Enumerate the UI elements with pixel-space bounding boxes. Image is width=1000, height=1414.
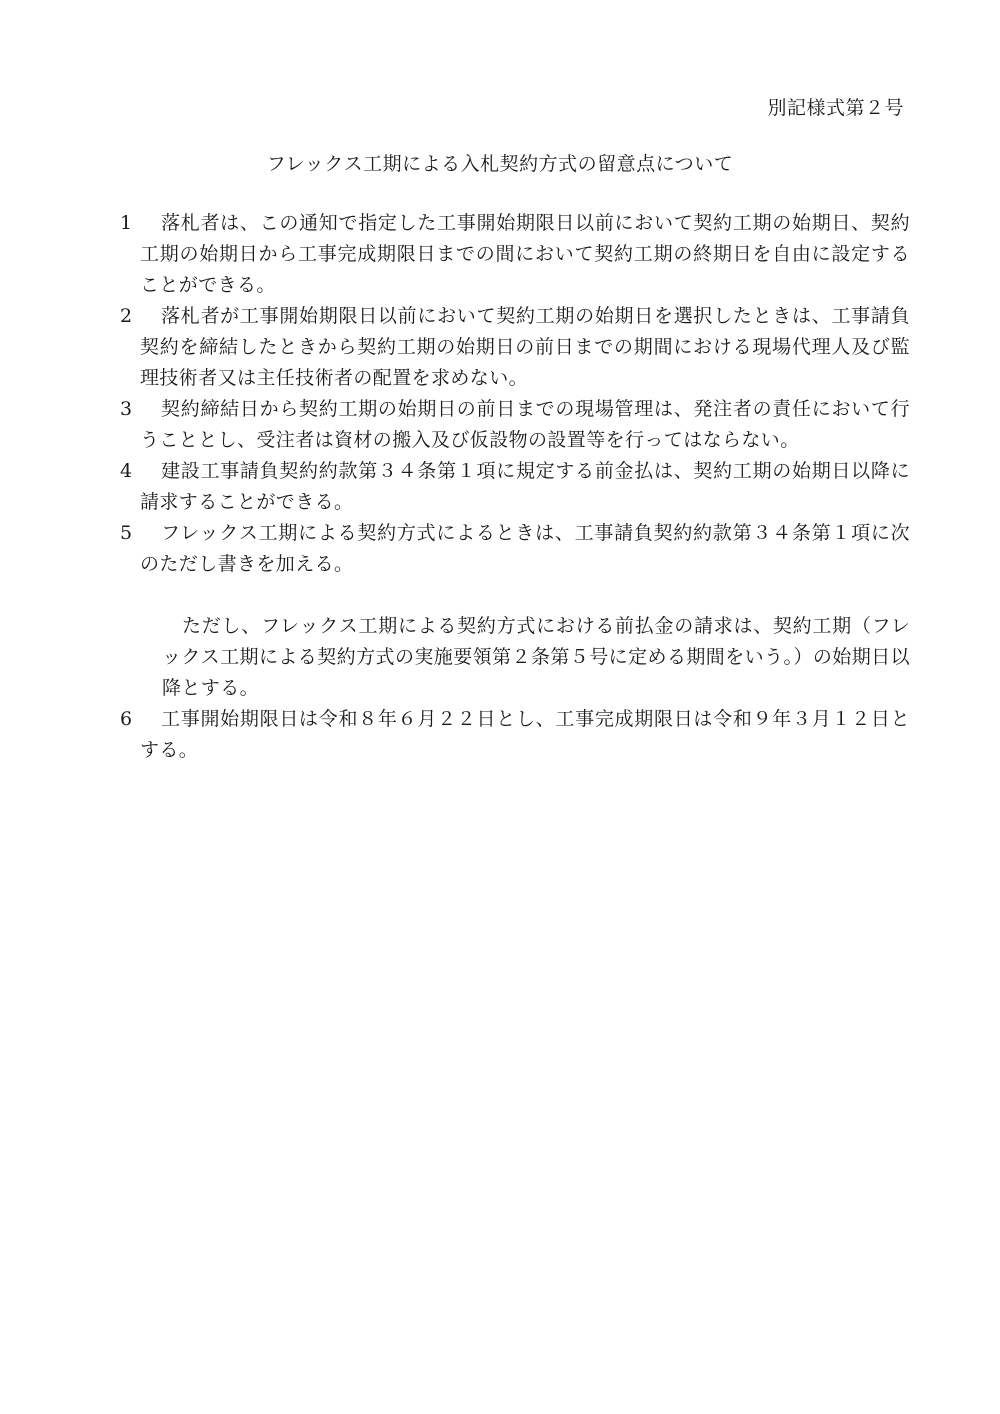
item-text: 建設工事請負契約約款第３４条第１項に規定する前金払は、契約工期の始期日以降に請求することができる。 xyxy=(140,460,910,513)
list-item-6 xyxy=(120,704,910,766)
list-item-1 xyxy=(120,208,910,301)
item-text: フレックス工期による契約方式によるときは、工事請負契約約款第３４条第１項に次のただし書きを加える。 xyxy=(140,522,910,575)
item-number: 3 xyxy=(120,398,133,420)
item-list xyxy=(120,208,910,766)
item-text: 落札者は、この通知で指定した工事開始期限日以前において契約工期の始期日、契約工期の始期日から工事完成期限日までの間において契約工期の終期日を自由に設定することができる。 xyxy=(140,212,910,296)
item-number: 6 xyxy=(120,708,133,730)
list-item-3 xyxy=(120,394,910,456)
item-number: 1 xyxy=(120,212,133,234)
item-number: 4 xyxy=(120,460,133,482)
list-item-4 xyxy=(120,456,910,518)
proviso-clause: ただし、フレックス工期による契約方式における前払金の請求は、契約工期（フレックス工期による契約方式の実施要領第２条第５号に定める期間をいう。）の始期日以降とする。 xyxy=(162,615,910,699)
item-text: 契約締結日から契約工期の始期日の前日までの現場管理は、発注者の責任において行うこととし、受注者は資材の搬入及び仮設物の設置等を行ってはならない。 xyxy=(140,398,910,451)
list-item-5 xyxy=(120,518,910,580)
item-text: 落札者が工事開始期限日以前において契約工期の始期日を選択したときは、工事請負契約を締結したときから契約工期の始期日の前日までの期間における現場代理人及び監理技術者又は主任技術者の配置を求めない。 xyxy=(140,305,910,389)
item-text: 工事開始期限日は令和８年６月２２日とし、工事完成期限日は令和９年３月１２日とする。 xyxy=(140,708,910,761)
list-item-2 xyxy=(120,301,910,394)
document-title: フレックス工期による入札契約方式の留意点について xyxy=(266,153,734,175)
form-number: 別記様式第２号 xyxy=(767,97,904,119)
item-number: 2 xyxy=(120,305,133,327)
item-number: 5 xyxy=(120,522,133,544)
